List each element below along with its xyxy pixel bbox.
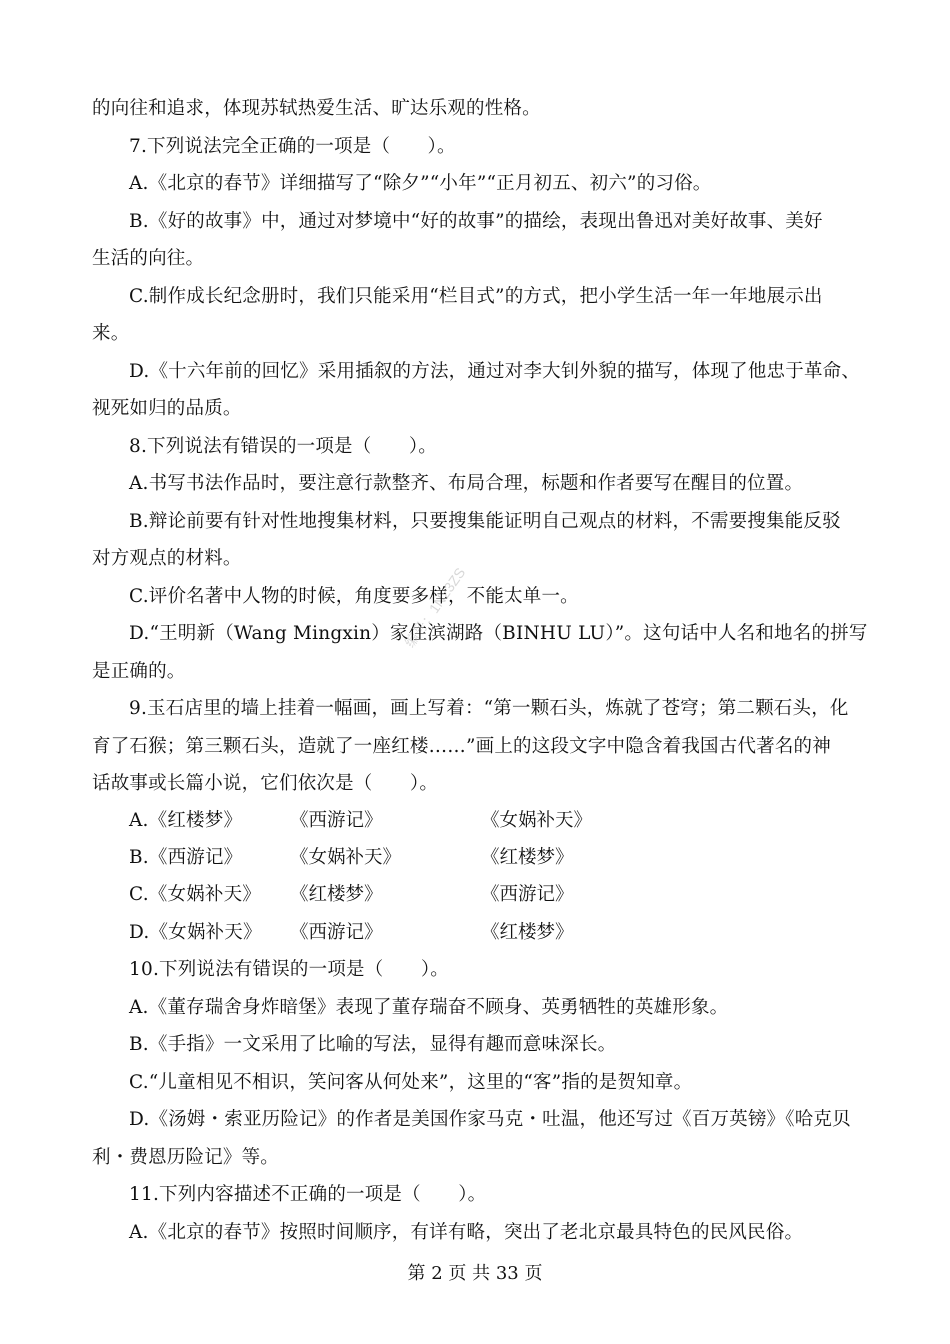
q7-option-c: C.制作成长纪念册时，我们只能采用“栏目式”的方式，把小学生活一年一年地展示出 [129,286,823,307]
q8-option-b: B.辩论前要有针对性地搜集材料，只要搜集能证明自己观点的材料，不需要搜集能反驳 [129,511,841,532]
text-line: 生活的向往。 [92,248,205,269]
q8-option-c: C.评价名著中人物的时候，角度要多样，不能太单一。 [129,586,579,607]
q7-option-b: B.《好的故事》中，通过对梦境中“好的故事”的描绘，表现出鲁迅对美好故事、美好 [129,211,823,232]
watermark: 编号：1N23ZS [401,564,469,651]
q9-option-col2: 《女娲补天》 [290,847,402,868]
q11-option-a: A.《北京的春节》按照时间顺序，有详有略，突出了老北京最具特色的民风民俗。 [129,1222,804,1243]
q9-option-col2: 《西游记》 [290,922,383,943]
question-7: 7.下列说法完全正确的一项是（ ）。 [129,136,456,157]
q9-option-col2: 《红楼梦》 [290,884,383,905]
q8-option-a: A.书写书法作品时，要注意行款整齐、布局合理，标题和作者要写在醒目的位置。 [129,473,804,494]
q10-option-a: A.《董存瑞舍身炸暗堡》表现了董存瑞奋不顾身、英勇牺牲的英雄形象。 [129,997,729,1018]
q9-option-col2: 《西游记》 [290,810,383,831]
q7-option-d: D.《十六年前的回忆》采用插叙的方法，通过对李大钊外貌的描写，体现了他忠于革命、 [129,361,861,382]
q9-option-col3: 《女娲补天》 [481,810,593,831]
text-line: 对方观点的材料。 [92,548,242,569]
question-8: 8.下列说法有错误的一项是（ ）。 [129,436,438,457]
q10-option-c: C.“儿童相见不相识，笑问客从何处来”，这里的“客”指的是贺知章。 [129,1072,693,1093]
question-11: 11.下列内容描述不正确的一项是（ ）。 [129,1184,487,1205]
text-line: 视死如归的品质。 [92,398,242,419]
text-line: 来。 [92,323,130,344]
q9-option-col1: D.《女娲补天》 [129,922,262,943]
q9-option-col3: 《红楼梦》 [481,847,574,868]
q9-option-col3: 《红楼梦》 [481,922,574,943]
q10-option-b: B.《手指》一文采用了比喻的写法，显得有趣而意味深长。 [129,1034,617,1055]
q9-option-col1: A.《红楼梦》 [129,810,243,831]
text-line: 话故事或长篇小说，它们依次是（ ）。 [92,773,439,794]
page-footer: 第 2 页 共 33 页 [407,1263,543,1284]
q7-option-a: A.《北京的春节》详细描写了“除夕”“小年”“正月初五、初六”的习俗。 [129,173,712,194]
q9-option-col3: 《西游记》 [481,884,574,905]
question-10: 10.下列说法有错误的一项是（ ）。 [129,959,449,980]
text-line: 的向往和追求，体现苏轼热爱生活、旷达乐观的性格。 [92,98,541,119]
text-line: 利・费恩历险记》等。 [92,1147,280,1168]
q8-option-d: D.“王明新（Wang Mingxin）家住滨湖路（BINHU LU）”。这句话中人名和地名的拼写 [129,623,868,644]
question-9: 9.玉石店里的墙上挂着一幅画，画上写着：“第一颗石头，炼就了苍穹；第二颗石头，化 [129,698,849,719]
q9-option-col1: C.《女娲补天》 [129,884,261,905]
q9-option-col1: B.《西游记》 [129,847,243,868]
q10-option-d: D.《汤姆・索亚历险记》的作者是美国作家马克・吐温，他还写过《百万英镑》《哈克贝 [129,1109,851,1130]
text-line: 育了石猴；第三颗石头，造就了一座红楼……”画上的这段文字中隐含着我国古代著名的神 [92,736,831,757]
text-line: 是正确的。 [92,661,186,682]
